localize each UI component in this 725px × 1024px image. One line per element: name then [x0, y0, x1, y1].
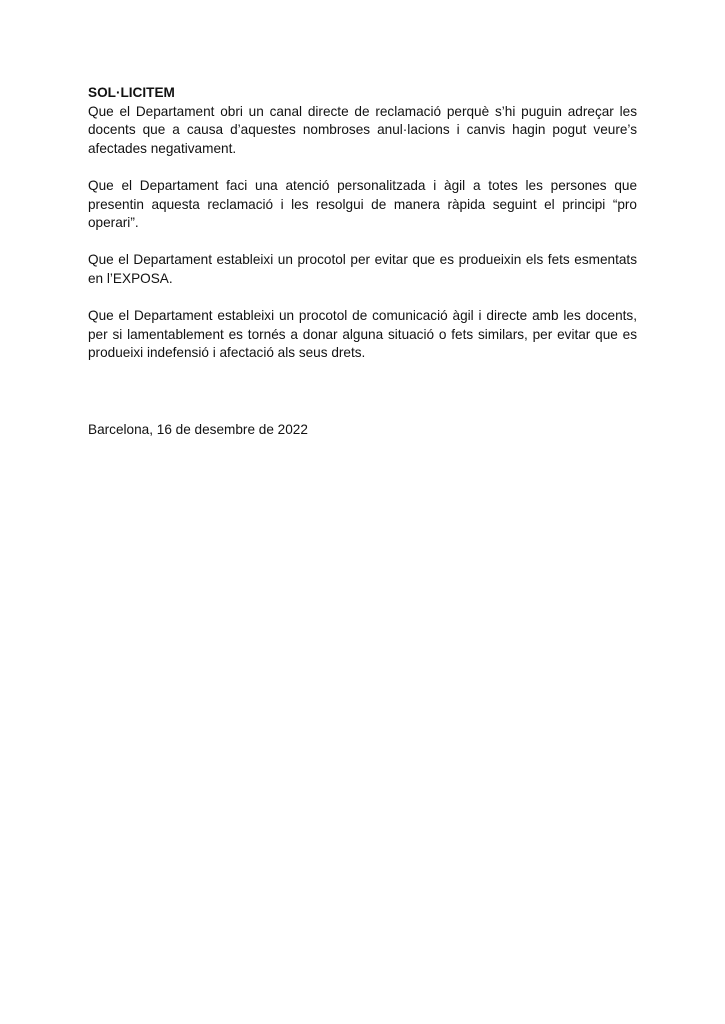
place-and-date: Barcelona, 16 de desembre de 2022 — [88, 421, 308, 437]
request-paragraph-1: Que el Departament obri un canal directe de reclamació perquè s’hi puguin adreçar les docents que a causa d’aquestes nombroses anul·lacions i canvis hagin pogut veure’s afectades negativament. — [88, 103, 637, 156]
request-paragraph-4: Que el Departament estableixi un procotol de comunicació àgil i directe amb les docents, per si lamentablement es tornés a donar alguna situació o fets similars, per evitar que es produeixi indefensió i afectació als seus drets. — [88, 308, 637, 361]
section-heading: SOL·LICITEM — [88, 85, 175, 100]
request-paragraph-2: Que el Departament faci una atenció personalitzada i àgil a totes les persones que presentin aquesta reclamació i les resolgui de manera ràpida seguint el principi “pro operari”. — [88, 177, 637, 231]
document-body — [88, 84, 637, 458]
request-paragraph-3: Que el Departament estableixi un procotol per evitar que es produeixin els fets esmentats en l’EXPOSA. — [88, 252, 637, 286]
